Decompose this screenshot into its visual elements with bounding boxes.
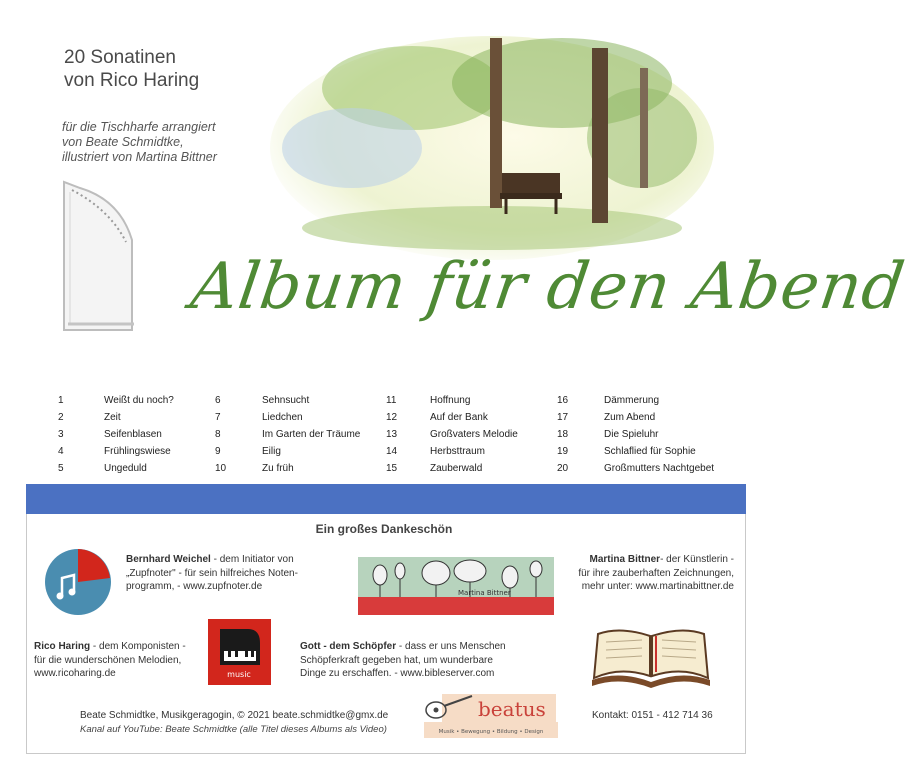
track-number: 15 <box>386 463 398 474</box>
piano-icon <box>208 619 271 685</box>
credit-line-2: von Beate Schmidtke, <box>62 135 184 149</box>
track-title: Großvaters Melodie <box>430 429 518 440</box>
bittner-line-3: mehr unter: www.martinabittner.de <box>581 581 734 592</box>
martina-bittner-drawing <box>358 557 554 615</box>
blue-divider-bar <box>26 484 746 514</box>
haring-line-3: www.ricoharing.de <box>34 668 116 679</box>
weichel-name: Bernhard Weichel <box>126 554 211 565</box>
track-title: Zeit <box>104 412 121 423</box>
haring-name: Rico Haring <box>34 641 91 652</box>
track-list <box>0 392 768 478</box>
footer-author-line: Beate Schmidtke, Musikgeragogin, © 2021 beate.schmidtke@gmx.de <box>80 710 389 721</box>
track-number: 13 <box>386 429 398 440</box>
track-number: 19 <box>557 446 569 457</box>
track-title: Im Garten der Träume <box>262 429 361 440</box>
martina-drawing-label: Martina Bittner <box>458 589 511 597</box>
subtitle-line-2: von Rico Haring <box>64 70 200 91</box>
haring-line-1: - dem Komponisten - <box>90 641 186 652</box>
track-item <box>0 443 768 460</box>
track-title: Zauberwald <box>430 463 483 474</box>
track-item <box>0 460 768 477</box>
track-title: Dämmerung <box>604 395 660 406</box>
track-item <box>0 426 768 443</box>
track-number: 3 <box>58 429 64 440</box>
thanks-gott <box>300 640 506 681</box>
gott-name: Gott - dem Schöpfer <box>300 641 397 652</box>
track-number: 14 <box>386 446 398 457</box>
track-number: 5 <box>58 463 64 474</box>
track-number: 18 <box>557 429 569 440</box>
credit-line-1: für die Tischharfe arrangiert <box>62 120 216 134</box>
music-logo-label: music <box>227 670 251 679</box>
track-title: Großmutters Nachtgebet <box>604 463 715 474</box>
gott-line-1: - dass er uns Menschen <box>396 641 506 652</box>
bittner-line-2: für ihre zauberhaften Zeichnungen, <box>578 567 734 579</box>
track-number: 10 <box>215 463 227 474</box>
track-number: 2 <box>58 412 64 423</box>
beatus-logo-tagline: Musik • Bewegung • Bildung • Design <box>438 729 544 735</box>
gott-line-3: Dinge zu erschaffen. - www.bibleserver.com <box>300 668 495 679</box>
track-number: 11 <box>386 395 397 406</box>
arrangement-credit <box>62 120 217 165</box>
rico-haring-music-logo <box>208 619 271 685</box>
track-title: Schlaflied für Sophie <box>604 446 696 457</box>
harp-illustration <box>60 180 142 342</box>
track-number: 7 <box>215 412 221 423</box>
track-number: 4 <box>58 446 64 457</box>
track-title: Liedchen <box>262 412 303 423</box>
track-title: Frühlingswiese <box>104 446 171 457</box>
open-book-icon <box>590 626 712 690</box>
thanks-haring <box>34 640 186 681</box>
track-number: 8 <box>215 429 221 440</box>
track-title: Weißt du noch? <box>104 395 174 406</box>
bittner-line-1: - der Künstlerin - <box>660 554 734 565</box>
track-number: 16 <box>557 395 569 406</box>
track-item <box>0 409 768 426</box>
beatus-logo-name: beatus <box>478 697 546 721</box>
footer-youtube-line: Kanal auf YouTube: Beate Schmidtke (alle Titel dieses Albums als Video) <box>80 724 387 735</box>
track-title: Auf der Bank <box>430 412 488 423</box>
track-title: Zum Abend <box>604 412 656 423</box>
track-item <box>0 392 768 409</box>
thanks-bittner <box>556 553 734 594</box>
track-number: 17 <box>557 412 569 423</box>
track-number: 9 <box>215 446 221 457</box>
weichel-line-2: „Zupfnoter" - für sein hilfreiches Noten- <box>126 567 298 579</box>
track-number: 12 <box>386 412 398 423</box>
track-title: Die Spieluhr <box>604 429 659 440</box>
track-title: Seifenblasen <box>104 429 162 440</box>
thanks-heading: Ein großes Dankeschön <box>315 522 453 536</box>
track-title: Hoffnung <box>430 395 471 406</box>
track-title: Herbsttraum <box>430 446 486 457</box>
track-number: 20 <box>557 463 569 474</box>
album-title: Album für den Abend <box>186 250 909 324</box>
thanks-weichel <box>126 553 298 594</box>
zupfnoter-logo <box>44 548 112 616</box>
beatus-logo <box>424 692 558 740</box>
track-number: 1 <box>58 395 64 406</box>
park-bench-illustration <box>262 28 710 263</box>
gott-line-2: Schöpferkraft gegeben hat, um wunderbare <box>300 654 493 666</box>
haring-line-2: für die wunderschönen Melodien, <box>34 654 182 666</box>
track-number: 6 <box>215 395 221 406</box>
weichel-line-1: - dem Initiator von <box>210 554 294 565</box>
album-subtitle <box>64 46 199 92</box>
credit-line-3: illustriert von Martina Bittner <box>62 150 217 164</box>
weichel-line-3: programm, - www.zupfnoter.de <box>126 581 263 592</box>
track-title: Zu früh <box>262 463 294 474</box>
track-title: Ungeduld <box>104 463 147 474</box>
track-title: Eilig <box>262 446 281 457</box>
bittner-name: Martina Bittner <box>589 554 661 565</box>
track-title: Sehnsucht <box>262 395 310 406</box>
subtitle-line-1: 20 Sonatinen <box>64 47 176 68</box>
contact-phone: Kontakt: 0151 - 412 714 36 <box>592 710 713 721</box>
